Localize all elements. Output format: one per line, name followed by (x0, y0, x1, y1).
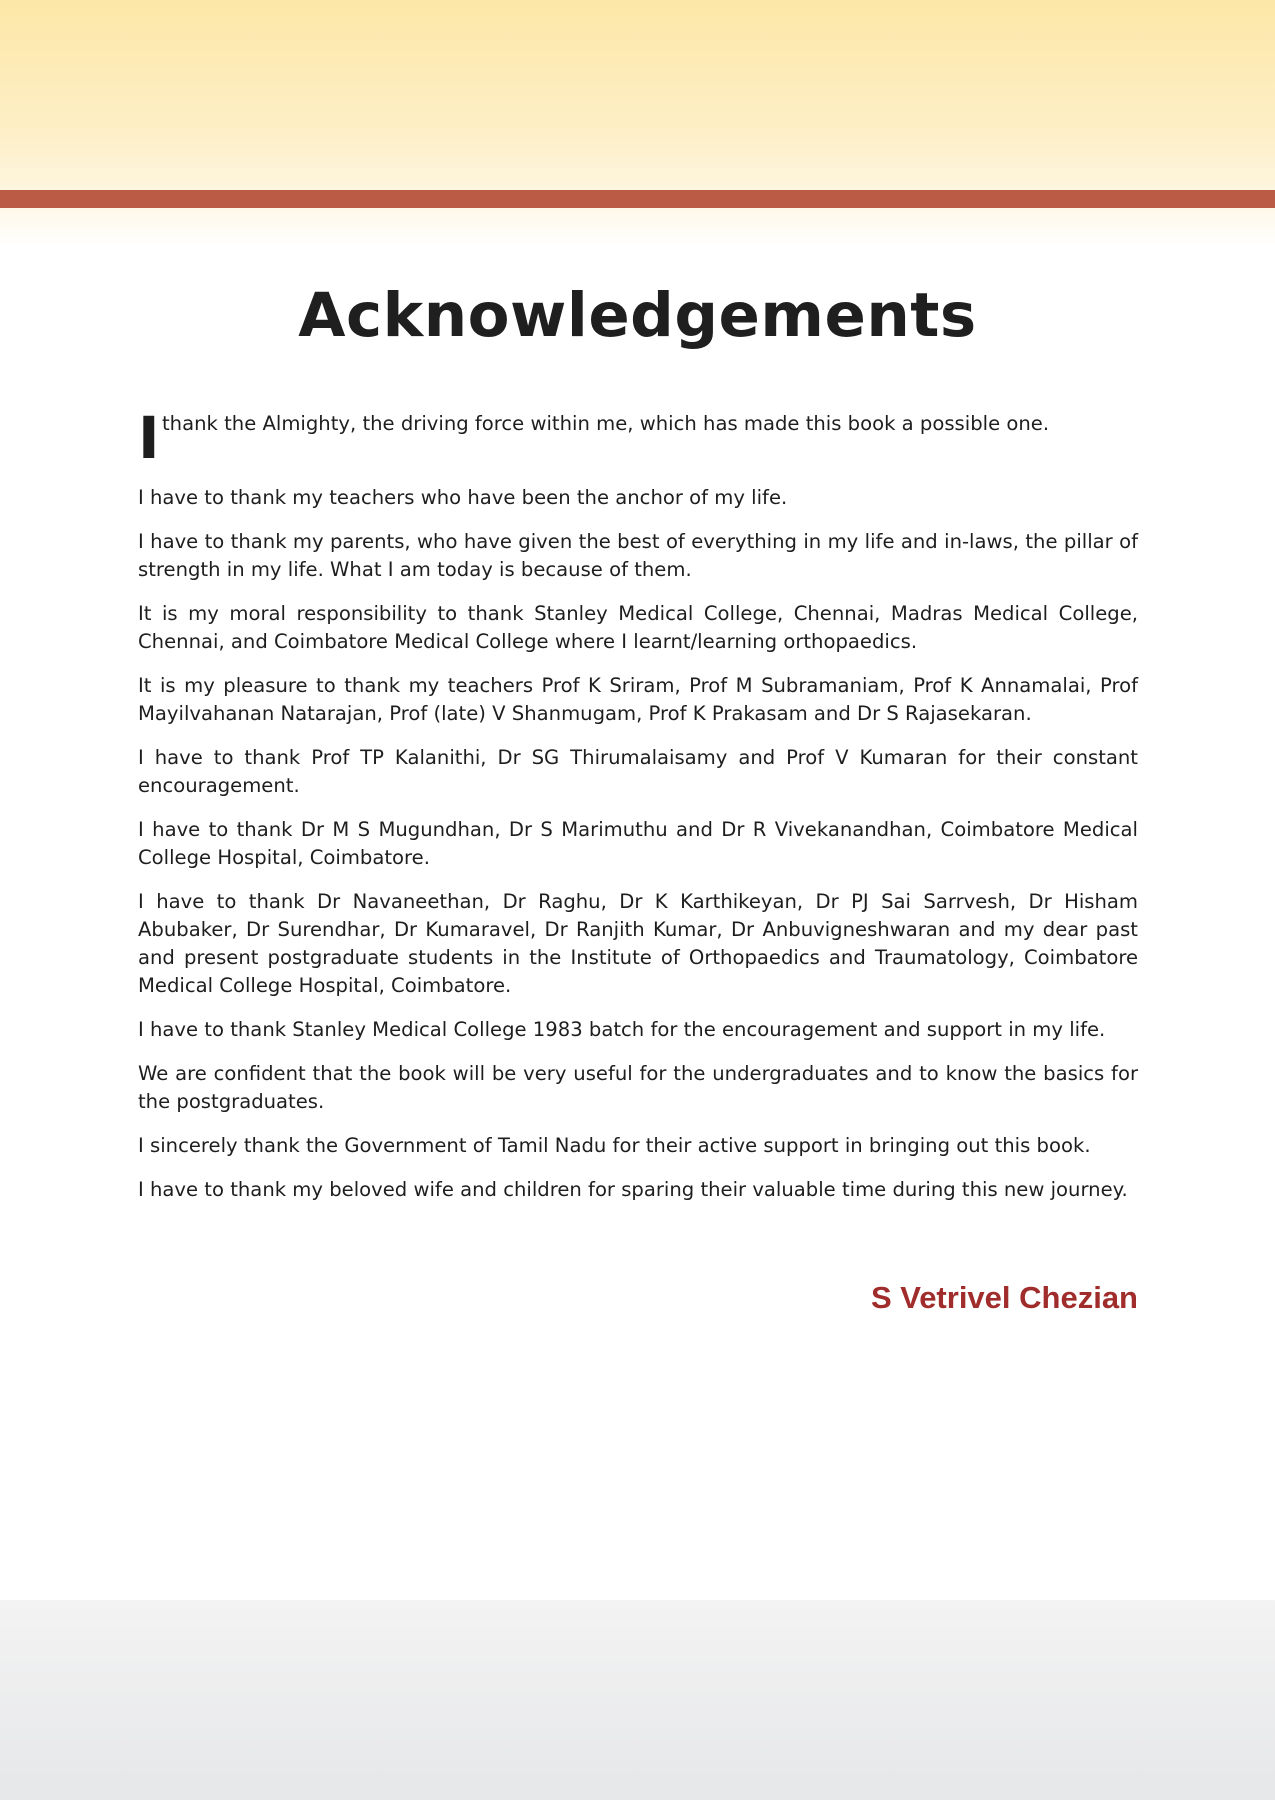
paragraph-2: I have to thank my teachers who have been the anchor of my life. (138, 486, 788, 509)
paragraph-3: I have to thank my parents, who have given the best of everything in my life and in-laws, the pillar of strength in my life. What I am today is because of them. (138, 530, 1138, 581)
paragraph-10: We are confident that the book will be very useful for the undergraduates and to know the basics for the postgraduates. (138, 1062, 1138, 1113)
paragraph-1-text: thank the Almighty, the driving force within me, which has made this book a possible one. (162, 412, 1050, 435)
footer-gradient-band (0, 1600, 1275, 1800)
drop-cap: I (138, 404, 160, 472)
header-stripe (0, 190, 1275, 208)
paragraph-7: I have to thank Dr M S Mugundhan, Dr S Marimuthu and Dr R Vivekanandhan, Coimbatore Medical College Hospital, Coimbatore. (138, 818, 1138, 869)
acknowledgements-body (138, 404, 1138, 1220)
page-title: Acknowledgements (298, 280, 977, 351)
paragraph-8: I have to thank Dr Navaneethan, Dr Raghu, Dr K Karthikeyan, Dr PJ Sai Sarrvesh, Dr Hisham Abubaker, Dr Surendhar, Dr Kumaravel, Dr Ranjith Kumar, Dr Anbuvigneshwaran and my dear past and present postgraduate students in the Institute of Orthopaedics and Traumatology, Coimbatore Medical College Hospital, Coimbatore. (138, 890, 1138, 997)
paragraph-4: It is my moral responsibility to thank Stanley Medical College, Chennai, Madras Medical College, Chennai, and Coimbatore Medical College where I learnt/learning orthopaedics. (138, 602, 1138, 653)
header-gradient-band (0, 0, 1275, 247)
paragraph-1 (138, 404, 1138, 472)
paragraph-12: I have to thank my beloved wife and children for sparing their valuable time during this new journey. (138, 1178, 1128, 1201)
paragraph-5: It is my pleasure to thank my teachers Prof K Sriram, Prof M Subramaniam, Prof K Annamalai, Prof Mayilvahanan Natarajan, Prof (late) V Shanmugam, Prof K Prakasam and Dr S Rajasekaran. (138, 674, 1138, 725)
paragraph-6: I have to thank Prof TP Kalanithi, Dr SG Thirumalaisamy and Prof V Kumaran for their constant encouragement. (138, 746, 1138, 797)
author-signature: S Vetrivel Chezian (870, 1280, 1138, 1315)
paragraph-11: I sincerely thank the Government of Tamil Nadu for their active support in bringing out this book. (138, 1134, 1091, 1157)
paragraph-9: I have to thank Stanley Medical College 1983 batch for the encouragement and support in my life. (138, 1018, 1106, 1041)
